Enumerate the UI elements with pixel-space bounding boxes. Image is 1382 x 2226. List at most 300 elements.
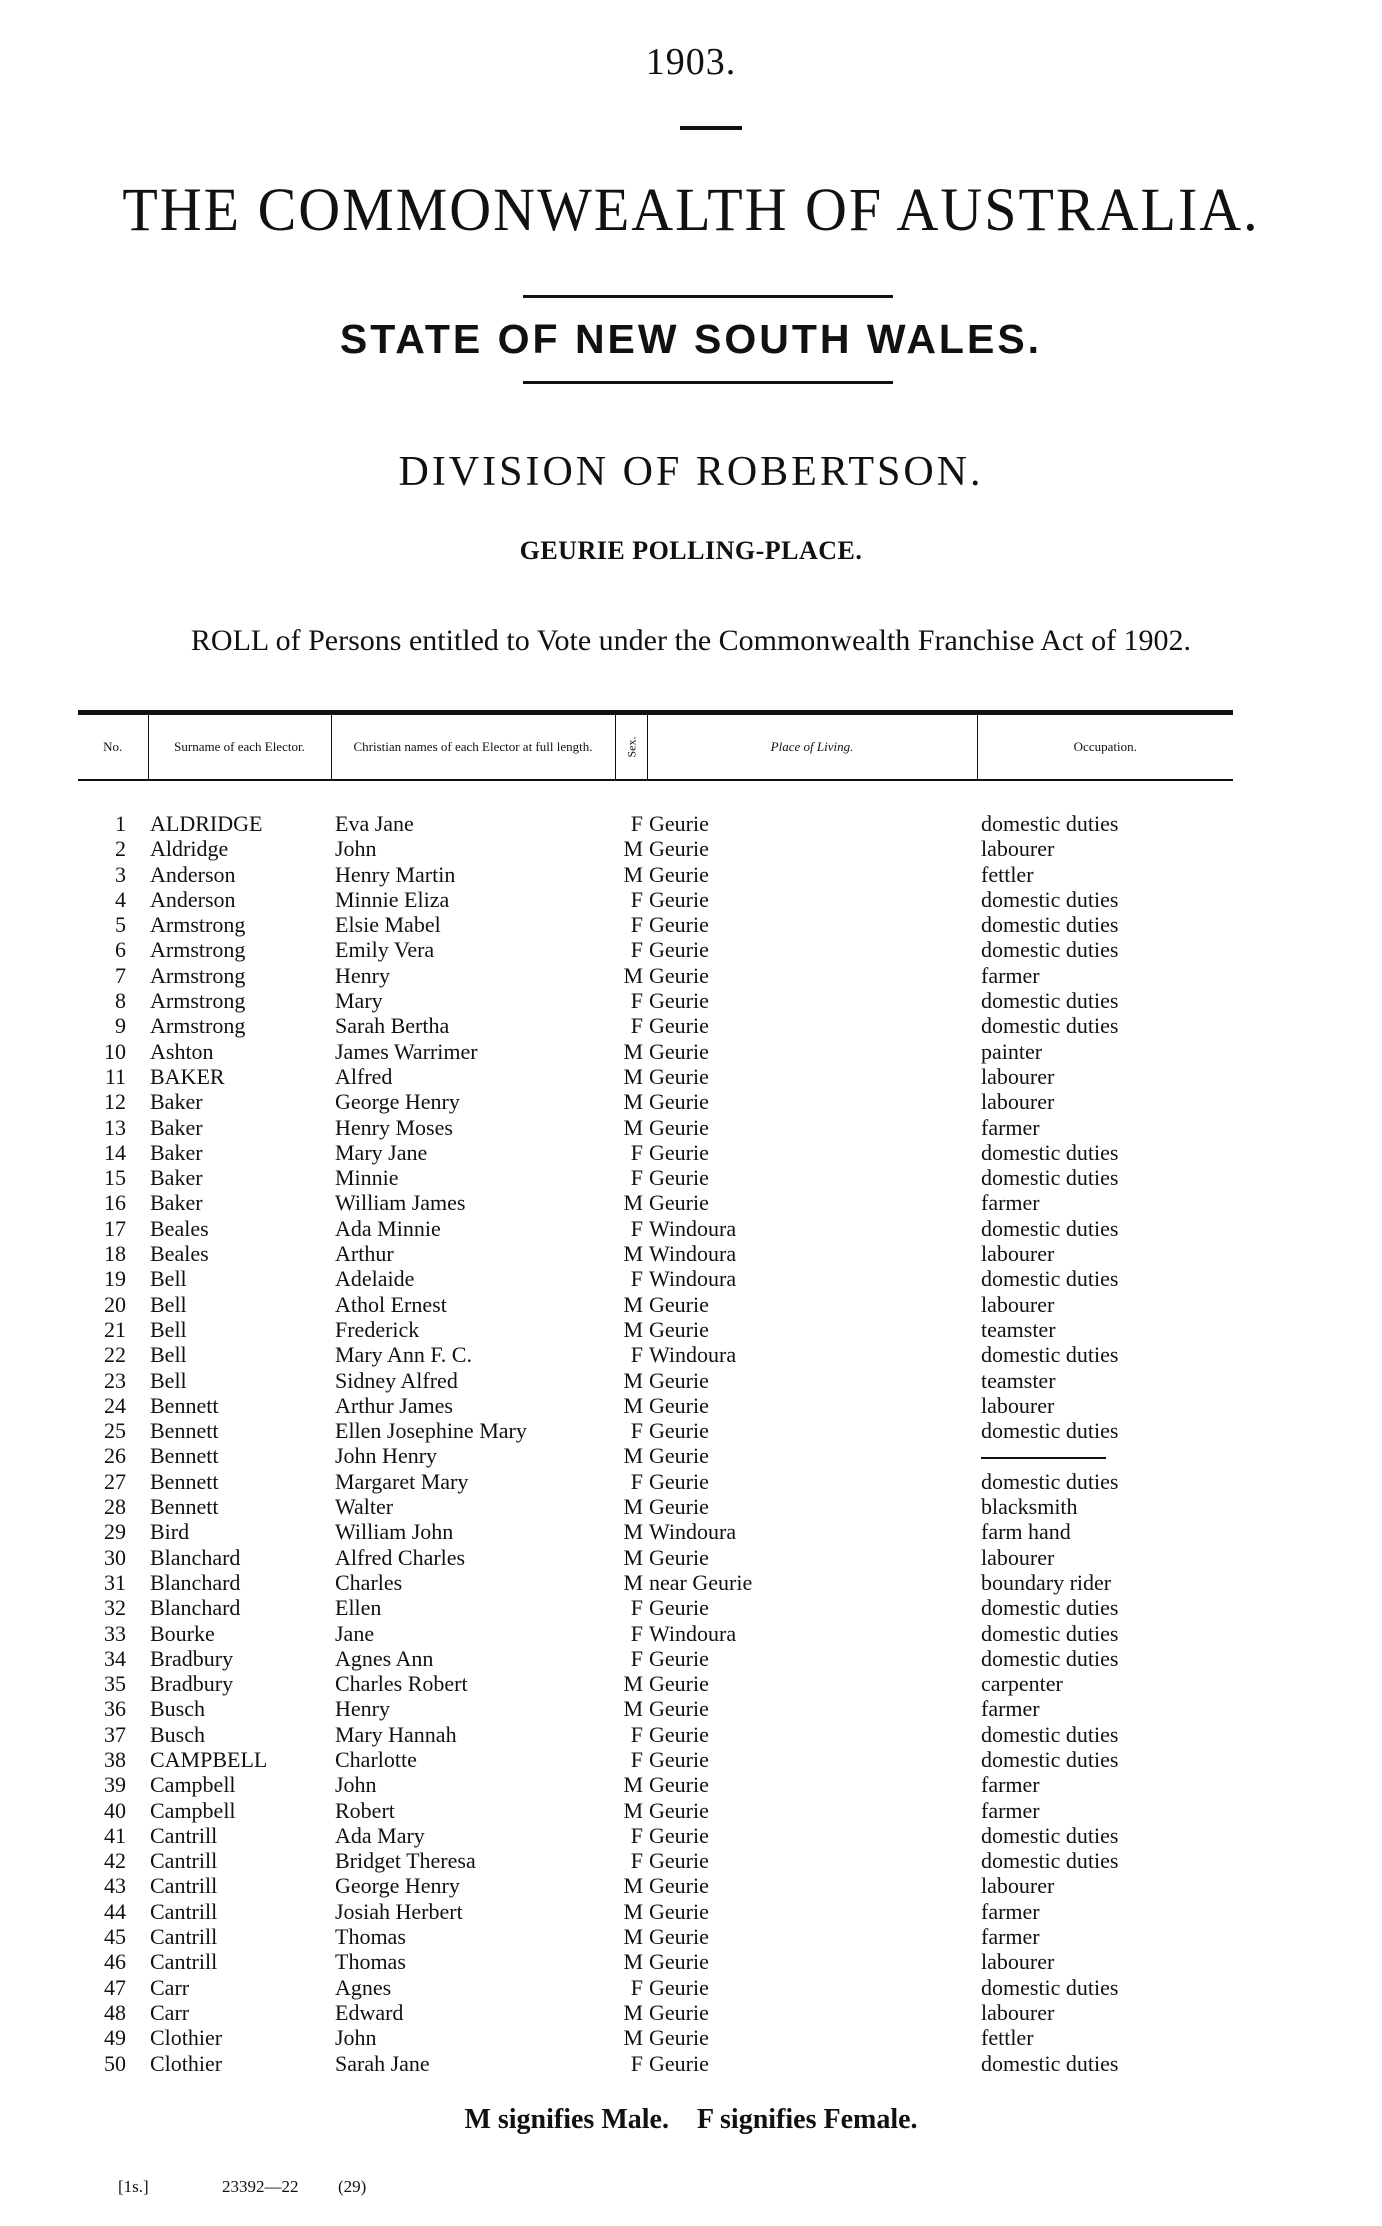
elector-christian-names: Charles bbox=[335, 1569, 403, 1595]
elector-christian-names: Ada Mary bbox=[335, 1822, 425, 1848]
table-row bbox=[78, 887, 1233, 912]
elector-place-of-living: Windoura bbox=[649, 1620, 737, 1646]
elector-occupation: domestic duties bbox=[981, 1746, 1119, 1772]
elector-occupation: labourer bbox=[981, 1291, 1055, 1317]
elector-occupation: labourer bbox=[981, 1873, 1055, 1899]
table-row bbox=[78, 1469, 1233, 1494]
elector-number: 29 bbox=[104, 1519, 126, 1545]
elector-sex: F bbox=[630, 1822, 643, 1848]
elector-surname: Busch bbox=[150, 1721, 205, 1747]
elector-place-of-living: Geurie bbox=[649, 811, 709, 836]
elector-surname: Armstrong bbox=[150, 962, 246, 988]
elector-surname: Cantrill bbox=[150, 1924, 218, 1950]
elector-occupation: labourer bbox=[981, 1063, 1055, 1089]
elector-number: 14 bbox=[104, 1139, 126, 1165]
table-row bbox=[78, 1115, 1233, 1140]
elector-occupation: domestic duties bbox=[981, 937, 1119, 963]
table-row bbox=[78, 1722, 1233, 1747]
elector-christian-names: Henry bbox=[335, 1696, 390, 1722]
table-row bbox=[78, 1671, 1233, 1696]
elector-number: 11 bbox=[104, 1063, 126, 1089]
elector-number: 41 bbox=[104, 1822, 126, 1848]
elector-place-of-living: Windoura bbox=[649, 1342, 737, 1368]
elector-christian-names: Sarah Jane bbox=[335, 2050, 430, 2076]
elector-place-of-living: Geurie bbox=[649, 1367, 709, 1393]
elector-christian-names: Elsie Mabel bbox=[335, 912, 441, 938]
elector-sex: F bbox=[630, 1342, 643, 1368]
elector-place-of-living: Geurie bbox=[649, 912, 709, 938]
elector-place-of-living: Geurie bbox=[649, 1114, 709, 1140]
table-row bbox=[78, 1772, 1233, 1797]
elector-number: 21 bbox=[104, 1316, 126, 1342]
elector-christian-names: John Henry bbox=[335, 1443, 438, 1469]
elector-christian-names: Agnes Ann bbox=[335, 1645, 434, 1671]
column-header-christian-names: Christian names of each Elector at full length. bbox=[331, 713, 615, 781]
table-row bbox=[78, 1545, 1233, 1570]
elector-number: 50 bbox=[104, 2050, 126, 2076]
elector-number: 40 bbox=[104, 1797, 126, 1823]
elector-number: 22 bbox=[104, 1342, 126, 1368]
elector-sex: M bbox=[623, 1089, 643, 1115]
elector-place-of-living: Geurie bbox=[649, 1139, 709, 1165]
elector-christian-names: George Henry bbox=[335, 1873, 460, 1899]
elector-surname: Ashton bbox=[150, 1038, 214, 1064]
elector-surname: Beales bbox=[150, 1215, 209, 1241]
elector-number: 1 bbox=[115, 811, 126, 836]
elector-number: 34 bbox=[104, 1645, 126, 1671]
elector-occupation: blacksmith bbox=[981, 1494, 1078, 1520]
elector-place-of-living: Geurie bbox=[649, 1443, 709, 1469]
elector-sex: F bbox=[630, 937, 643, 963]
elector-place-of-living: Geurie bbox=[649, 1772, 709, 1798]
elector-number: 20 bbox=[104, 1291, 126, 1317]
elector-surname: Baker bbox=[150, 1139, 203, 1165]
division-heading: DIVISION OF ROBERTSON. bbox=[398, 449, 984, 495]
elector-christian-names: Henry Moses bbox=[335, 1114, 453, 1140]
table-row bbox=[78, 1216, 1233, 1241]
elector-surname: Bell bbox=[150, 1316, 187, 1342]
table-row bbox=[78, 2051, 1233, 2076]
elector-place-of-living: Geurie bbox=[649, 861, 709, 887]
elector-number: 42 bbox=[104, 1848, 126, 1874]
elector-number: 44 bbox=[104, 1898, 126, 1924]
elector-sex: F bbox=[630, 1620, 643, 1646]
table-row bbox=[78, 1747, 1233, 1772]
elector-sex: M bbox=[623, 861, 643, 887]
elector-place-of-living: Geurie bbox=[649, 1089, 709, 1115]
elector-sex: M bbox=[623, 1291, 643, 1317]
table-row bbox=[78, 1241, 1233, 1266]
table-row bbox=[78, 836, 1233, 861]
elector-christian-names: Ada Minnie bbox=[335, 1215, 441, 1241]
elector-place-of-living: Geurie bbox=[649, 1848, 709, 1874]
column-header-sex-label: Sex. bbox=[624, 736, 638, 758]
elector-christian-names: Ellen bbox=[335, 1595, 382, 1621]
table-row bbox=[78, 1621, 1233, 1646]
elector-occupation: farmer bbox=[981, 1898, 1040, 1924]
elector-occupation: farmer bbox=[981, 962, 1040, 988]
elector-number: 3 bbox=[115, 861, 126, 887]
elector-number: 8 bbox=[115, 988, 126, 1014]
elector-number: 25 bbox=[104, 1418, 126, 1444]
elector-sex: M bbox=[623, 1241, 643, 1267]
elector-surname: Bell bbox=[150, 1291, 187, 1317]
elector-surname: Armstrong bbox=[150, 988, 246, 1014]
elector-number: 12 bbox=[104, 1089, 126, 1115]
table-row bbox=[78, 1368, 1233, 1393]
elector-surname: Bradbury bbox=[150, 1671, 234, 1697]
elector-place-of-living: Geurie bbox=[649, 1165, 709, 1191]
elector-place-of-living: Geurie bbox=[649, 1468, 709, 1494]
elector-christian-names: Henry bbox=[335, 962, 390, 988]
elector-christian-names: Alfred bbox=[335, 1063, 393, 1089]
elector-occupation: domestic duties bbox=[981, 1645, 1119, 1671]
elector-occupation: boundary rider bbox=[981, 1569, 1112, 1595]
elector-place-of-living: Geurie bbox=[649, 1873, 709, 1899]
elector-number: 18 bbox=[104, 1241, 126, 1267]
elector-occupation: domestic duties bbox=[981, 1620, 1119, 1646]
elector-surname: Cantrill bbox=[150, 1898, 218, 1924]
elector-surname: Cantrill bbox=[150, 1873, 218, 1899]
elector-occupation: domestic duties bbox=[981, 2050, 1119, 2076]
column-header-sex bbox=[615, 713, 647, 781]
elector-number: 7 bbox=[115, 962, 126, 988]
elector-occupation: domestic duties bbox=[981, 811, 1119, 836]
elector-place-of-living: Geurie bbox=[649, 1494, 709, 1520]
elector-occupation: domestic duties bbox=[981, 1266, 1119, 1292]
elector-christian-names: Alfred Charles bbox=[335, 1544, 466, 1570]
elector-christian-names: Henry Martin bbox=[335, 861, 456, 887]
elector-surname: Aldridge bbox=[150, 836, 229, 862]
elector-occupation: painter bbox=[981, 1038, 1043, 1064]
elector-sex: F bbox=[630, 811, 643, 836]
elector-place-of-living: Geurie bbox=[649, 1418, 709, 1444]
elector-christian-names: John bbox=[335, 836, 377, 862]
elector-sex: F bbox=[630, 1139, 643, 1165]
elector-number: 17 bbox=[104, 1215, 126, 1241]
elector-occupation: teamster bbox=[981, 1367, 1056, 1393]
elector-place-of-living: Geurie bbox=[649, 1544, 709, 1570]
elector-place-of-living: Geurie bbox=[649, 937, 709, 963]
elector-number: 31 bbox=[104, 1569, 126, 1595]
elector-occupation: labourer bbox=[981, 1544, 1055, 1570]
elector-occupation: domestic duties bbox=[981, 1342, 1119, 1368]
elector-occupation: farmer bbox=[981, 1190, 1040, 1216]
table-row bbox=[78, 1140, 1233, 1165]
table-row bbox=[78, 1899, 1233, 1924]
elector-sex: M bbox=[623, 1999, 643, 2025]
elector-place-of-living: Windoura bbox=[649, 1266, 737, 1292]
elector-surname: Armstrong bbox=[150, 1013, 246, 1039]
elector-place-of-living: Geurie bbox=[649, 1924, 709, 1950]
elector-christian-names: Minnie bbox=[335, 1165, 399, 1191]
table-row bbox=[78, 1570, 1233, 1595]
elector-surname: Clothier bbox=[150, 2050, 223, 2076]
elector-occupation: labourer bbox=[981, 1241, 1055, 1267]
elector-christian-names: Mary Jane bbox=[335, 1139, 428, 1165]
elector-sex: F bbox=[630, 1974, 643, 2000]
occupation-blank-rule bbox=[981, 1457, 1106, 1459]
elector-occupation: domestic duties bbox=[981, 1974, 1119, 2000]
table-row bbox=[78, 1266, 1233, 1291]
elector-place-of-living: Geurie bbox=[649, 1291, 709, 1317]
table-row bbox=[78, 1595, 1233, 1620]
elector-surname: Bennett bbox=[150, 1494, 219, 1520]
elector-number: 6 bbox=[115, 937, 126, 963]
elector-surname: Blanchard bbox=[150, 1544, 241, 1570]
elector-sex: F bbox=[630, 1266, 643, 1292]
elector-sex: M bbox=[623, 1038, 643, 1064]
column-header-occupation: Occupation. bbox=[977, 713, 1233, 781]
elector-number: 10 bbox=[104, 1038, 126, 1064]
column-header-no: No. bbox=[78, 713, 148, 781]
table-row bbox=[78, 1443, 1233, 1468]
elector-christian-names: James Warrimer bbox=[335, 1038, 478, 1064]
elector-christian-names: Ellen Josephine Mary bbox=[335, 1418, 527, 1444]
elector-place-of-living: Geurie bbox=[649, 1721, 709, 1747]
elector-surname: Cantrill bbox=[150, 1848, 218, 1874]
elector-place-of-living: Geurie bbox=[649, 1696, 709, 1722]
elector-number: 24 bbox=[104, 1392, 126, 1418]
elector-christian-names: Thomas bbox=[335, 1949, 406, 1975]
elector-occupation: domestic duties bbox=[981, 1165, 1119, 1191]
table-row bbox=[78, 1190, 1233, 1215]
elector-surname: Cantrill bbox=[150, 1822, 218, 1848]
elector-sex: F bbox=[630, 1013, 643, 1039]
column-header-place: Place of Living. bbox=[647, 713, 977, 781]
elector-surname: Bennett bbox=[150, 1418, 219, 1444]
elector-christian-names: Arthur James bbox=[335, 1392, 453, 1418]
elector-christian-names: Bridget Theresa bbox=[335, 1848, 476, 1874]
elector-sex: M bbox=[623, 1924, 643, 1950]
elector-sex: F bbox=[630, 912, 643, 938]
elector-surname: Carr bbox=[150, 1974, 190, 2000]
table-row bbox=[78, 862, 1233, 887]
table-row bbox=[78, 1064, 1233, 1089]
elector-occupation: farmer bbox=[981, 1924, 1040, 1950]
elector-christian-names: Mary bbox=[335, 988, 383, 1014]
table-row bbox=[78, 1039, 1233, 1064]
elector-occupation bbox=[977, 1443, 1233, 1468]
elector-surname: Baker bbox=[150, 1089, 203, 1115]
table-row bbox=[78, 1342, 1233, 1367]
elector-christian-names: Arthur bbox=[335, 1241, 394, 1267]
elector-occupation: farm hand bbox=[981, 1519, 1071, 1545]
elector-sex: F bbox=[630, 2050, 643, 2076]
elector-sex: F bbox=[630, 1215, 643, 1241]
elector-surname: CAMPBELL bbox=[150, 1746, 268, 1772]
elector-surname: Busch bbox=[150, 1696, 205, 1722]
elector-place-of-living: Geurie bbox=[649, 886, 709, 912]
elector-christian-names: Frederick bbox=[335, 1316, 420, 1342]
elector-christian-names: John bbox=[335, 1772, 377, 1798]
elector-place-of-living: Geurie bbox=[649, 836, 709, 862]
elector-place-of-living: Geurie bbox=[649, 1038, 709, 1064]
table-row bbox=[78, 1924, 1233, 1949]
elector-occupation: labourer bbox=[981, 1392, 1055, 1418]
table-row bbox=[78, 1292, 1233, 1317]
elector-surname: Armstrong bbox=[150, 912, 246, 938]
table-row bbox=[78, 1089, 1233, 1114]
table-row bbox=[78, 1798, 1233, 1823]
elector-christian-names: Eva Jane bbox=[335, 811, 414, 836]
elector-sex: M bbox=[623, 1544, 643, 1570]
table-row bbox=[78, 1949, 1233, 1974]
elector-surname: Bourke bbox=[150, 1620, 215, 1646]
elector-place-of-living: Geurie bbox=[649, 1974, 709, 2000]
elector-number: 16 bbox=[104, 1190, 126, 1216]
elector-sex: F bbox=[630, 1645, 643, 1671]
elector-place-of-living: Geurie bbox=[649, 962, 709, 988]
elector-surname: Campbell bbox=[150, 1772, 236, 1798]
elector-surname: Baker bbox=[150, 1165, 203, 1191]
elector-number: 36 bbox=[104, 1696, 126, 1722]
elector-surname: Beales bbox=[150, 1241, 209, 1267]
elector-occupation: domestic duties bbox=[981, 1468, 1119, 1494]
elector-place-of-living: Geurie bbox=[649, 1316, 709, 1342]
elector-sex: M bbox=[623, 1494, 643, 1520]
elector-number: 33 bbox=[104, 1620, 126, 1646]
elector-christian-names: Mary Ann F. C. bbox=[335, 1342, 472, 1368]
elector-sex: M bbox=[623, 1063, 643, 1089]
elector-sex: M bbox=[623, 2025, 643, 2051]
elector-place-of-living: Geurie bbox=[649, 1822, 709, 1848]
table-row bbox=[78, 1494, 1233, 1519]
elector-sex: M bbox=[623, 1519, 643, 1545]
elector-christian-names: William James bbox=[335, 1190, 466, 1216]
elector-christian-names: Josiah Herbert bbox=[335, 1898, 463, 1924]
table-row bbox=[78, 1646, 1233, 1671]
elector-christian-names: Sarah Bertha bbox=[335, 1013, 450, 1039]
elector-number: 35 bbox=[104, 1671, 126, 1697]
elector-occupation: fettler bbox=[981, 861, 1034, 887]
table-row bbox=[78, 2000, 1233, 2025]
elector-surname: Bell bbox=[150, 1367, 187, 1393]
elector-number: 30 bbox=[104, 1544, 126, 1570]
elector-place-of-living: Geurie bbox=[649, 1645, 709, 1671]
sex-legend: M signifies Male. F signifies Female. bbox=[464, 2104, 918, 2135]
elector-christian-names: Agnes bbox=[335, 1974, 392, 2000]
elector-place-of-living: Geurie bbox=[649, 1595, 709, 1621]
table-row bbox=[78, 988, 1233, 1013]
elector-surname: Clothier bbox=[150, 2025, 223, 2051]
roll-body bbox=[78, 780, 1233, 2076]
elector-sex: F bbox=[630, 1468, 643, 1494]
elector-sex: F bbox=[630, 1848, 643, 1874]
elector-sex: F bbox=[630, 1595, 643, 1621]
elector-occupation: labourer bbox=[981, 836, 1055, 862]
table-row bbox=[78, 1975, 1233, 2000]
elector-occupation: domestic duties bbox=[981, 1418, 1119, 1444]
elector-occupation: domestic duties bbox=[981, 912, 1119, 938]
elector-christian-names: Edward bbox=[335, 1999, 404, 2025]
document-title: THE COMMONWEALTH OF AUSTRALIA. bbox=[122, 175, 1260, 244]
elector-sex: M bbox=[623, 1797, 643, 1823]
elector-occupation: farmer bbox=[981, 1114, 1040, 1140]
table-spacer bbox=[78, 780, 1233, 811]
elector-christian-names: Mary Hannah bbox=[335, 1721, 457, 1747]
elector-number: 43 bbox=[104, 1873, 126, 1899]
elector-sex: F bbox=[630, 1165, 643, 1191]
elector-sex: F bbox=[630, 1721, 643, 1747]
elector-christian-names: Walter bbox=[335, 1494, 394, 1520]
elector-place-of-living: Geurie bbox=[649, 1013, 709, 1039]
elector-number: 2 bbox=[115, 836, 126, 862]
table-row bbox=[78, 1873, 1233, 1898]
elector-surname: BAKER bbox=[150, 1063, 225, 1089]
elector-place-of-living: Windoura bbox=[649, 1241, 737, 1267]
elector-sex: M bbox=[623, 1569, 643, 1595]
elector-number: 28 bbox=[104, 1494, 126, 1520]
elector-place-of-living: Geurie bbox=[649, 1746, 709, 1772]
elector-occupation: domestic duties bbox=[981, 1822, 1119, 1848]
elector-christian-names: Adelaide bbox=[335, 1266, 415, 1292]
elector-occupation: domestic duties bbox=[981, 1215, 1119, 1241]
elector-sex: M bbox=[623, 1949, 643, 1975]
elector-place-of-living: Windoura bbox=[649, 1519, 737, 1545]
elector-number: 45 bbox=[104, 1924, 126, 1950]
page-year: 1903. bbox=[645, 41, 737, 83]
elector-surname: Bennett bbox=[150, 1468, 219, 1494]
elector-christian-names: Thomas bbox=[335, 1924, 406, 1950]
elector-place-of-living: Geurie bbox=[649, 2025, 709, 2051]
job-number: 23392—22 bbox=[222, 2177, 299, 2196]
page-number: (29) bbox=[338, 2177, 367, 2196]
elector-surname: Anderson bbox=[150, 886, 236, 912]
elector-place-of-living: Geurie bbox=[649, 1392, 709, 1418]
table-row bbox=[78, 1393, 1233, 1418]
elector-surname: Bird bbox=[150, 1519, 190, 1545]
elector-christian-names: William John bbox=[335, 1519, 454, 1545]
table-row bbox=[78, 937, 1233, 962]
table-row bbox=[78, 1823, 1233, 1848]
short-divider bbox=[680, 126, 742, 130]
elector-place-of-living: Geurie bbox=[649, 1949, 709, 1975]
elector-number: 46 bbox=[104, 1949, 126, 1975]
elector-christian-names: Robert bbox=[335, 1797, 395, 1823]
column-header-surname: Surname of each Elector. bbox=[148, 713, 331, 781]
elector-occupation: domestic duties bbox=[981, 1848, 1119, 1874]
elector-christian-names: George Henry bbox=[335, 1089, 460, 1115]
elector-occupation: domestic duties bbox=[981, 988, 1119, 1014]
elector-occupation: domestic duties bbox=[981, 1721, 1119, 1747]
elector-surname: Bell bbox=[150, 1342, 187, 1368]
table-row bbox=[78, 811, 1233, 836]
table-row bbox=[78, 2025, 1233, 2050]
elector-number: 38 bbox=[104, 1746, 126, 1772]
elector-christian-names: Emily Vera bbox=[335, 937, 435, 963]
elector-sex: M bbox=[623, 1367, 643, 1393]
elector-sex: M bbox=[623, 1898, 643, 1924]
table-row bbox=[78, 912, 1233, 937]
elector-occupation: farmer bbox=[981, 1797, 1040, 1823]
elector-surname: Campbell bbox=[150, 1797, 236, 1823]
elector-sex: M bbox=[623, 962, 643, 988]
elector-surname: ALDRIDGE bbox=[150, 811, 263, 836]
elector-occupation: farmer bbox=[981, 1772, 1040, 1798]
elector-number: 37 bbox=[104, 1721, 126, 1747]
elector-occupation: teamster bbox=[981, 1316, 1056, 1342]
elector-sex: M bbox=[623, 1114, 643, 1140]
elector-surname: Bell bbox=[150, 1266, 187, 1292]
elector-place-of-living: Geurie bbox=[649, 1898, 709, 1924]
elector-number: 26 bbox=[104, 1443, 126, 1469]
elector-sex: F bbox=[630, 1418, 643, 1444]
elector-place-of-living: Geurie bbox=[649, 1063, 709, 1089]
elector-sex: F bbox=[630, 988, 643, 1014]
table-row bbox=[78, 1696, 1233, 1721]
elector-christian-names: Sidney Alfred bbox=[335, 1367, 458, 1393]
